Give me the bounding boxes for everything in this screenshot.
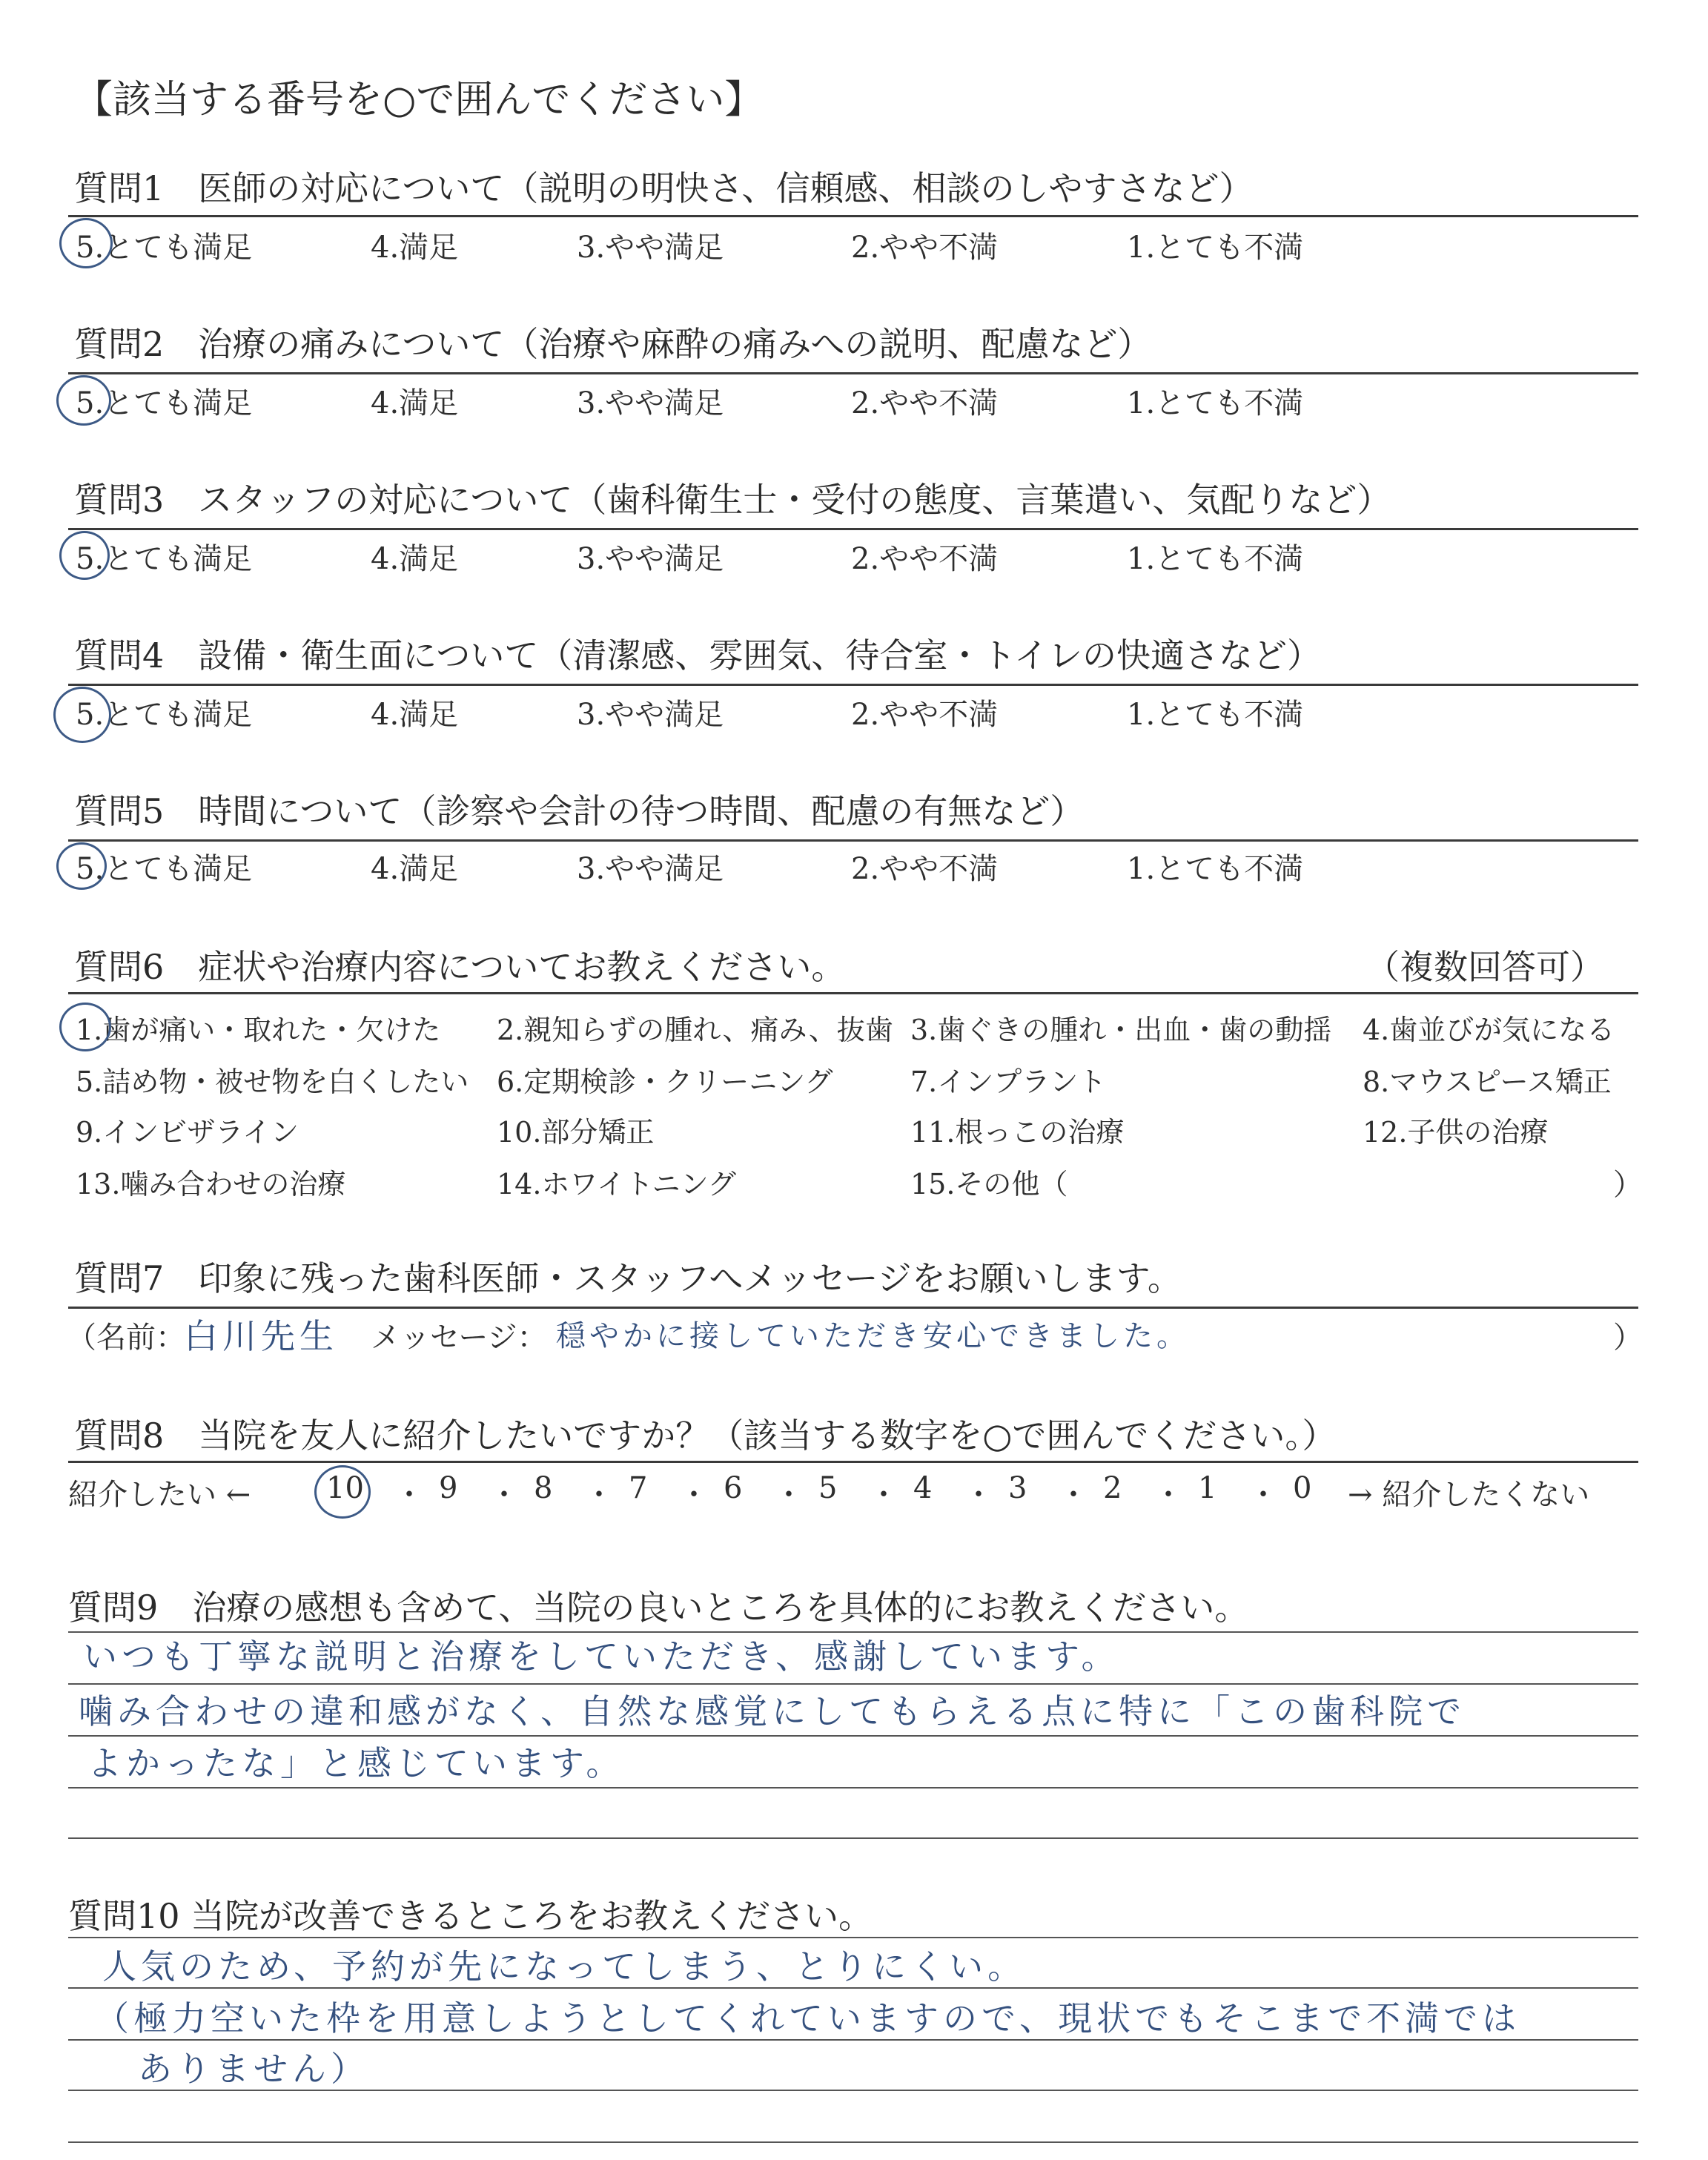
q5-answer-circle (56, 842, 107, 890)
q2-option-3[interactable]: 3.やや満足 (577, 386, 724, 420)
q1-title: 質問1 医師の対応について（説明の明快さ、信頼感、相談のしやすさなど） (74, 168, 1254, 208)
q5-option-5[interactable]: 5.とても満足 (76, 852, 253, 886)
q2-option-1[interactable]: 1.とても不満 (1127, 386, 1304, 420)
q4-option-5[interactable]: 5.とても満足 (76, 698, 253, 732)
q4-option-4[interactable]: 4.満足 (371, 698, 459, 732)
q1-option-4[interactable]: 4.満足 (371, 231, 459, 265)
q9-line-4 (68, 1787, 1638, 1789)
q6-option-4[interactable]: 4.歯並びが気になる (1363, 1014, 1615, 1046)
q6-multiple-note: （複数回答可） (1366, 947, 1604, 987)
q6-option-3[interactable]: 3.歯ぐきの腫れ・出血・歯の動揺 (910, 1014, 1332, 1046)
q6-option-13[interactable]: 13.噛み合わせの治療 (76, 1168, 346, 1200)
q6-option-1[interactable]: 1.歯が痛い・取れた・欠けた (76, 1014, 441, 1046)
q6-option-9[interactable]: 9.インビザライン (76, 1116, 299, 1149)
q8-scale-10[interactable]: 10 (326, 1471, 364, 1505)
q8-right-label: → 紹介したくない (1348, 1478, 1590, 1512)
q8-left-label: 紹介したい ← (68, 1478, 251, 1512)
q7-rule (68, 1307, 1638, 1309)
q7-title: 質問7 印象に残った歯科医師・スタッフへメッセージをお願いします。 (74, 1258, 1182, 1298)
q5-option-2[interactable]: 2.やや不満 (851, 852, 999, 886)
q10-answer-line-2: （極力空いた枠を用意しようとしてくれていますので、現状でもそこまで不満では (95, 1998, 1521, 2038)
q4-title: 質問4 設備・衛生面について（清潔感、雰囲気、待合室・トイレの快適さなど） (74, 635, 1322, 676)
q1-option-2[interactable]: 2.やや不満 (851, 231, 999, 265)
q4-option-1[interactable]: 1.とても不満 (1127, 698, 1304, 732)
q3-option-1[interactable]: 1.とても不満 (1127, 542, 1304, 576)
q4-option-2[interactable]: 2.やや不満 (851, 698, 999, 732)
q6-option-7[interactable]: 7.インプラント (910, 1066, 1107, 1098)
q8-scale-3[interactable]: 3 (1008, 1471, 1027, 1505)
q8-scale-1[interactable]: 1 (1198, 1471, 1217, 1505)
q8-scale-0[interactable]: 0 (1293, 1471, 1312, 1505)
q1-option-5[interactable]: 5.とても満足 (76, 231, 253, 265)
q8-scale-dot: ・ (489, 1478, 519, 1512)
q3-rule (68, 528, 1638, 530)
q3-option-3[interactable]: 3.やや満足 (577, 542, 724, 576)
q8-scale-5[interactable]: 5 (818, 1471, 838, 1505)
q7-name-label: （名前： (67, 1321, 185, 1355)
q5-option-4[interactable]: 4.満足 (371, 852, 459, 886)
q9-line-5 (68, 1837, 1638, 1839)
q6-option-15[interactable]: 15.その他（ (910, 1168, 1068, 1200)
q10-answer-line-1: 人気のため、予約が先になってしまう、とりにくい。 (102, 1946, 1027, 1986)
q6-option-8[interactable]: 8.マウスピース矯正 (1363, 1066, 1612, 1098)
q2-answer-circle (56, 375, 111, 426)
q5-rule (68, 839, 1638, 842)
q6-option-6[interactable]: 6.定期検診・クリーニング (497, 1066, 833, 1098)
q3-option-5[interactable]: 5.とても満足 (76, 542, 253, 576)
q8-scale-8[interactable]: 8 (534, 1471, 553, 1505)
q3-title: 質問3 スタッフの対応について（歯科衛生士・受付の態度、言葉遣い、気配りなど） (74, 480, 1391, 520)
q8-scale-7[interactable]: 7 (629, 1471, 648, 1505)
q1-option-3[interactable]: 3.やや満足 (577, 231, 724, 265)
q8-scale-dot: ・ (1153, 1478, 1183, 1512)
q8-scale-dot: ・ (869, 1478, 898, 1512)
q8-scale-dot: ・ (584, 1478, 614, 1512)
q10-answer-line-3: ありません） (138, 2049, 369, 2089)
q8-scale-dot: ・ (679, 1478, 709, 1512)
q10-line-5 (68, 2141, 1638, 2143)
q1-answer-circle (59, 218, 113, 268)
q8-rule (68, 1461, 1638, 1463)
q1-rule (68, 215, 1638, 217)
q3-option-2[interactable]: 2.やや不満 (851, 542, 999, 576)
q5-option-1[interactable]: 1.とても不満 (1127, 852, 1304, 886)
q8-scale-dot: ・ (394, 1478, 424, 1512)
q6-answer-circle (59, 1003, 111, 1051)
q10-line-1 (68, 1937, 1638, 1938)
q9-title: 質問9 治療の感想も含めて、当院の良いところを具体的にお教えください。 (68, 1588, 1249, 1628)
q6-option-2[interactable]: 2.親知らずの腫れ、痛み、抜歯 (497, 1014, 893, 1046)
q4-option-3[interactable]: 3.やや満足 (577, 698, 724, 732)
q6-option-11[interactable]: 11.根っこの治療 (910, 1116, 1125, 1149)
q8-scale-dot: ・ (1059, 1478, 1088, 1512)
q1-option-1[interactable]: 1.とても不満 (1127, 231, 1304, 265)
q2-rule (68, 372, 1638, 374)
q2-title: 質問2 治療の痛みについて（治療や麻酔の痛みへの説明、配慮など） (74, 324, 1152, 364)
q6-option-5[interactable]: 5.詰め物・被せ物を白くしたい (76, 1066, 469, 1098)
q9-answer-line-2: 噛み合わせの違和感がなく、自然な感覚にしてもらえる点に特に「この歯科院で (79, 1691, 1466, 1731)
q3-option-4[interactable]: 4.満足 (371, 542, 459, 576)
q2-option-2[interactable]: 2.やや不満 (851, 386, 999, 420)
q6-option-12[interactable]: 12.子供の治療 (1363, 1116, 1549, 1149)
q8-scale-4[interactable]: 4 (913, 1471, 933, 1505)
instruction-header: 【該当する番号を○で囲んでください】 (74, 78, 764, 122)
q8-scale-2[interactable]: 2 (1103, 1471, 1122, 1505)
q3-answer-circle (59, 531, 110, 580)
q4-answer-circle (53, 687, 111, 743)
q8-answer-circle (314, 1465, 371, 1519)
q2-option-4[interactable]: 4.満足 (371, 386, 459, 420)
q8-scale-dot: ・ (1248, 1478, 1278, 1512)
q9-answer-line-1: いつも丁寧な説明と治療をしていただき、感謝しています。 (83, 1636, 1120, 1677)
q7-close-paren: ） (1613, 1321, 1643, 1355)
q7-message-label: メッセージ： (371, 1321, 547, 1355)
q6-other-close: ） (1613, 1168, 1643, 1202)
q8-scale-9[interactable]: 9 (439, 1471, 458, 1505)
q7-name-handwritten: 白川先生 (184, 1316, 338, 1356)
q2-option-5[interactable]: 5.とても満足 (76, 386, 253, 420)
q10-title: 質問10 当院が改善できるところをお教えください。 (68, 1896, 873, 1936)
q8-scale-6[interactable]: 6 (724, 1471, 743, 1505)
q5-option-3[interactable]: 3.やや満足 (577, 852, 724, 886)
q8-scale-dot: ・ (964, 1478, 993, 1512)
q6-option-10[interactable]: 10.部分矯正 (497, 1116, 655, 1149)
q5-title: 質問5 時間について（診察や会計の待つ時間、配慮の有無など） (74, 791, 1085, 831)
q4-rule (68, 684, 1638, 686)
q6-option-14[interactable]: 14.ホワイトニング (497, 1168, 737, 1200)
q6-title: 質問6 症状や治療内容についてお教えください。 (74, 947, 846, 987)
q8-title: 質問8 当院を友人に紹介したいですか？（該当する数字を○で囲んでください。） (74, 1416, 1337, 1456)
q8-scale-dot: ・ (774, 1478, 804, 1512)
q9-answer-line-3: よかったな」と感じています。 (87, 1743, 625, 1783)
q7-message-handwritten: 穏やかに接していただき安心できました。 (556, 1319, 1190, 1353)
q6-rule (68, 992, 1638, 994)
